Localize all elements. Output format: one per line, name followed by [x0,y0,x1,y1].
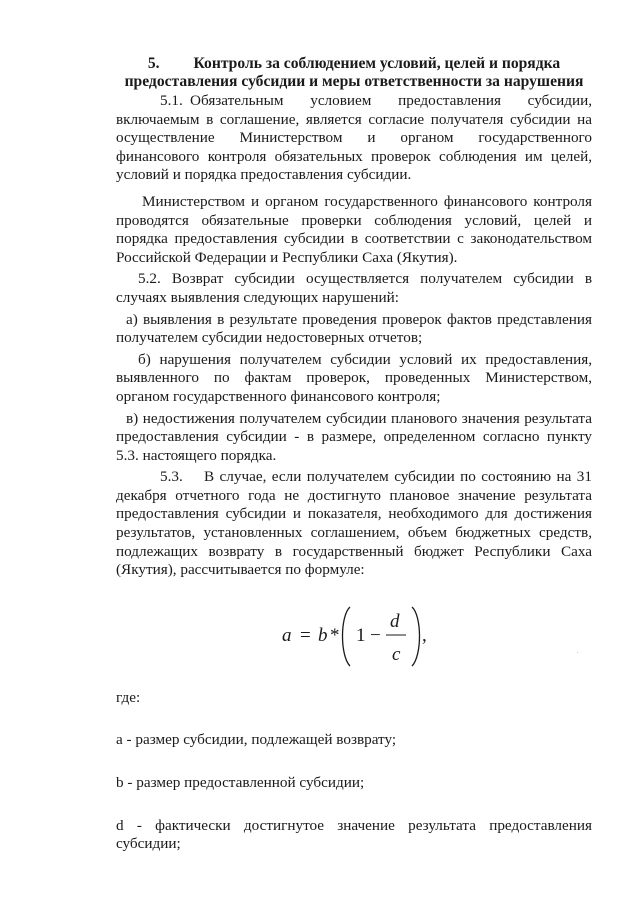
paragraph-5-2: 5.2. Возврат субсидии осуществляется получателем субсидии в случаях выявления следующих нарушений: [116,270,592,306]
formula-equals: = [300,624,311,646]
definition-b: b - размер предоставленной субсидии; [116,774,365,792]
formula-star: * [330,624,340,646]
paragraph-5-2-item-b: б) нарушения получателем субсидии условий их предоставления, выявленного по фактам проверок, проведенных Министерством, органом государственного финансового контроля; [116,350,592,405]
paragraph-5-1-continuation: Министерством и органом государственного финансового контроля проводятся обязательные проверки соблюдения условий, целей и порядка предоставления субсидии в соответствии с законодательством Российской Федерации и Республики Саха (Якутия). [116,192,592,266]
paragraph-5-1-number: 5.1. [160,92,183,109]
formula [116,586,592,686]
definition-a: а - размер субсидии, подлежащей возврату; [116,731,397,749]
section-title-text-1: Контроль за соблюдением условий, целей и порядка [193,55,561,72]
formula-trailing-comma: , [422,624,427,646]
section-number: 5. [147,55,160,72]
formula-left-paren [343,607,351,666]
document-content [116,55,592,854]
formula-svg [278,594,448,678]
formula-denominator: c [392,643,401,665]
section-title-line-2: предоставления субсидии и меры ответственности за нарушения [124,72,584,90]
paragraph-5-1 [116,92,592,185]
paragraph-5-2-item-a: а) выявления в результате проведения проверок фактов представления получателем субсидии недостоверных отчетов; [116,310,592,347]
section-title-line-1 [116,55,592,73]
formula-numerator: d [390,610,400,632]
paragraph-5-1-text: Обязательным условием предоставления субсидии, включаемым в соглашение, является согласие получателя субсидии на осуществление Министерством и органом государственного финансового контроля обязательных проверок соблюдения им целей, условий и порядка предоставления субсидии. [116,92,592,184]
definition-d: d - фактически достигнутое значение результата предоставления субсидии; [116,816,592,853]
formula-minus: − [370,624,381,646]
formula-one: 1 [356,624,366,646]
formula-right-paren [412,607,420,666]
section-title [116,55,592,90]
paragraph-5-3 [116,468,592,580]
formula-b: b [318,624,328,646]
paragraph-5-2-item-c: в) недостижения получателем субсидии планового значения результата предоставления субсидии - в размере, определенном согласно пункту 5.3. настоящего порядка. [116,409,592,464]
paragraph-5-3-number: 5.3. [160,468,183,486]
paragraph-5-3-text: В случае, если получателем субсидии по состоянию на 31 декабря отчетного года не достигнуто плановое значение результата предоставления субсидии и показателя, необходимого для достижения результатов, установленных соглашением, объем бюджетных средств, подлежащих возврату в государственный бюджет Республики Саха (Якутия), рассчитывается по формуле: [116,468,592,579]
formula-lhs: a [282,624,292,646]
scan-speck [577,652,578,653]
definitions-where: где: [116,688,141,706]
